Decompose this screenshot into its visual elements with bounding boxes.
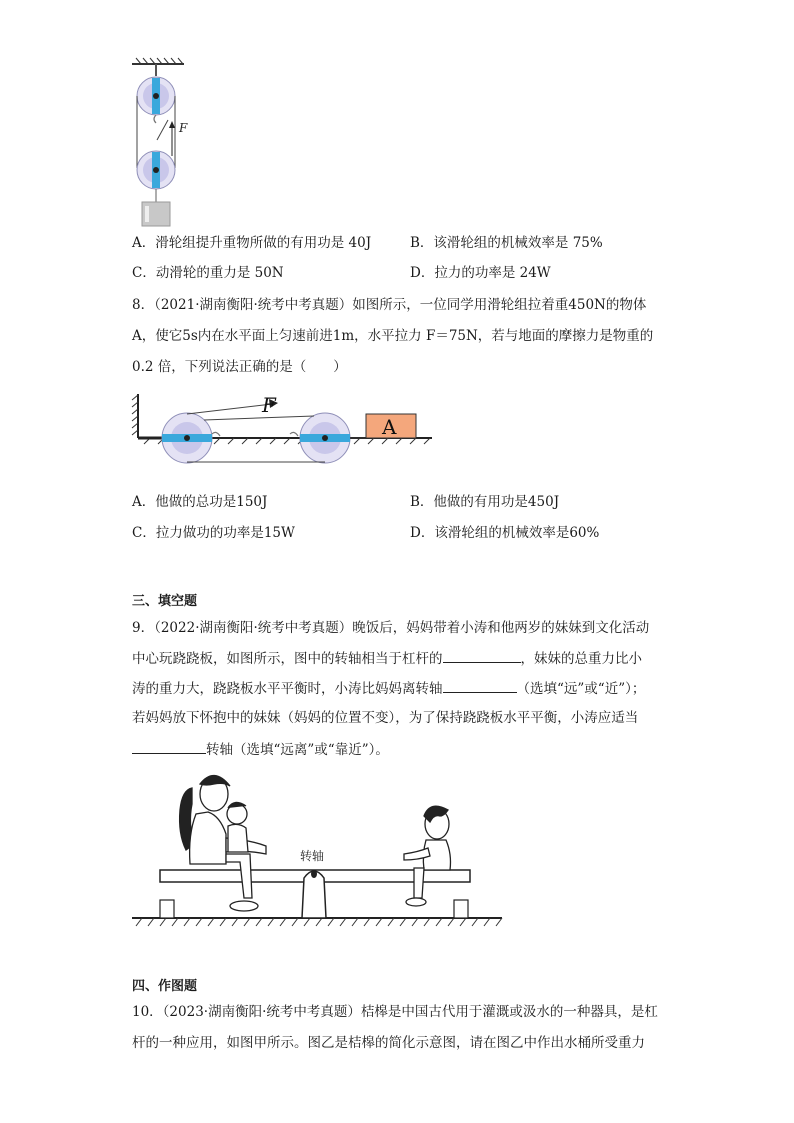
answer-blank-3[interactable]: [132, 739, 206, 754]
q8-option-b: B．他做的有用功是450J: [410, 494, 560, 510]
q9-stem-line-3: [132, 678, 645, 699]
answer-blank-1[interactable]: [443, 648, 521, 663]
q8-option-d: D．该滑轮组的机械效率是60%: [410, 525, 600, 541]
q9-line-5-end: 转轴（选填“远离”或“靠近”）。: [206, 742, 389, 758]
q7-option-b: B．该滑轮组的机械效率是 75%: [410, 235, 603, 251]
q9-line-2-start: 中心玩跷跷板，如图所示，图中的转轴相当于杠杆的: [132, 651, 443, 667]
q7-option-a: A．滑轮组提升重物所做的有用功是 40J: [132, 235, 372, 251]
q7-option-d: D．拉力的功率是 24W: [410, 265, 551, 281]
q8-stem-line-3: 0.2 倍，下列说法正确的是（ ）: [132, 359, 347, 375]
q9-line-3-end: （选填“远”或“近”）；: [516, 681, 646, 697]
force-label-f: F: [179, 121, 188, 135]
q8-option-a: A．他做的总功是150J: [132, 494, 268, 510]
q9-line-2-end: ，妹妹的总重力比小: [520, 651, 642, 667]
q10-stem-line-1: 10．（2023·湖南衡阳·统考中考真题）桔槔是中国古代用于灌溉或汲水的一种器具，是杠: [132, 1004, 658, 1020]
q10-stem-line-2: 杆的一种应用，如图甲所示。图乙是桔槔的简化示意图，请在图乙中作出水桶所受重力: [132, 1035, 645, 1051]
pulley-figure-q7: [128, 58, 198, 228]
section-heading-fill-in: 三、填空题: [132, 594, 198, 609]
q7-option-c: C．动滑轮的重力是 50N: [132, 265, 284, 281]
answer-blank-2[interactable]: [443, 678, 517, 693]
q9-line-3-start: 涛的重力大，跷跷板水平平衡时，小涛比妈妈离转轴: [132, 681, 443, 697]
q9-stem-line-1: 9．（2022·湖南衡阳·统考中考真题）晚饭后，妈妈带着小涛和他两岁的妹妹到文化活动: [132, 620, 650, 636]
pivot-label: 转轴: [300, 849, 325, 863]
q8-option-c: C．拉力做功的功率是15W: [132, 525, 295, 541]
q9-stem-line-4: 若妈妈放下怀抱中的妹妹（妈妈的位置不变），为了保持跷跷板水平平衡，小涛应适当: [132, 710, 639, 726]
q9-stem-line-5: [132, 739, 389, 760]
block-label-a: A: [382, 415, 397, 439]
q8-stem-line-1: 8．（2021·湖南衡阳·统考中考真题）如图所示，一位同学用滑轮组拉着重450N的物体: [132, 297, 647, 313]
q9-stem-line-2: [132, 648, 642, 669]
seesaw-figure: [132, 768, 507, 933]
q8-stem-line-2: A，使它5s内在水平面上匀速前进1m，水平拉力 F＝75N，若与地面的摩擦力是物重的: [132, 328, 654, 344]
section-heading-drawing: 四、作图题: [132, 979, 198, 994]
force-label-f: F: [262, 393, 276, 417]
pulley-figure-q8: [132, 392, 437, 452]
